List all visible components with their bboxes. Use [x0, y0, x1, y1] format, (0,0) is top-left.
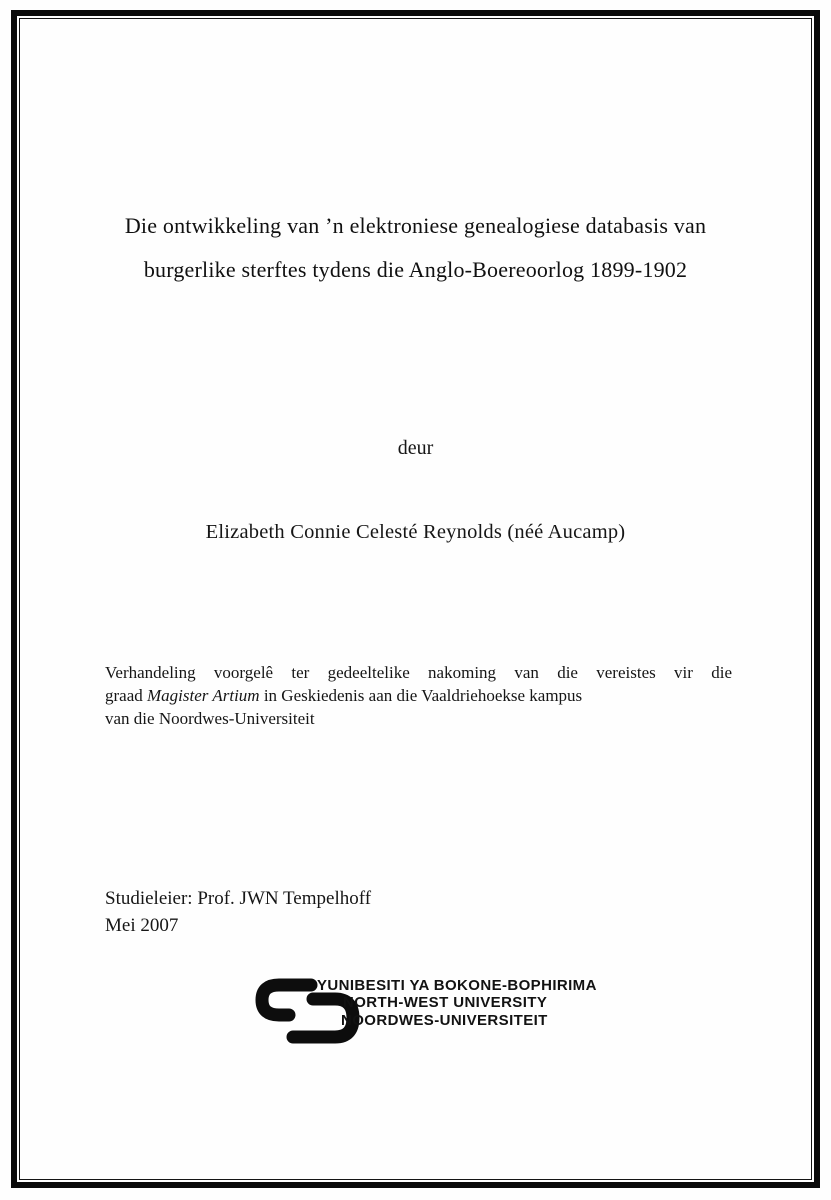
degree-statement-line-3: van die Noordwes-Universiteit [105, 709, 315, 728]
byline-label: deur [397, 437, 434, 459]
thesis-title-line-2: burgerlike sterftes tydens die Anglo-Boereoorlog 1899-1902 [143, 257, 688, 282]
degree-statement-line-1: Verhandeling voorgelê ter gedeeltelike nakoming van die vereistes vir die [105, 663, 732, 682]
thesis-title [0, 204, 831, 292]
university-name-setswana: YUNIBESITI YA BOKONE-BOPHIRIMA [317, 977, 597, 994]
degree-statement [105, 661, 732, 730]
degree-statement-line-2-post: in Geskiedenis aan die Vaaldriehoekse kampus [259, 686, 583, 705]
university-name-afrikaans: NOORDWES-UNIVERSITEIT [341, 1011, 548, 1029]
university-name-english: NORTH-WEST UNIVERSITY [343, 994, 548, 1012]
degree-statement-line-2-pre: graad [105, 686, 148, 705]
date-line: Mei 2007 [105, 915, 179, 936]
supervisor-date-block [105, 885, 371, 939]
supervisor-line: Studieleier: Prof. JWN Tempelhoff [105, 888, 372, 909]
university-logo [255, 971, 597, 1051]
degree-statement-line-2 [105, 684, 732, 707]
thesis-title-line-1: Die ontwikkeling van ’n elektroniese genealogiese databasis van [124, 213, 707, 238]
university-wordmark [317, 977, 597, 1029]
degree-name-italic: Magister Artium [147, 686, 260, 705]
author-name: Elizabeth Connie Celesté Reynolds (néé Aucamp) [205, 521, 626, 543]
